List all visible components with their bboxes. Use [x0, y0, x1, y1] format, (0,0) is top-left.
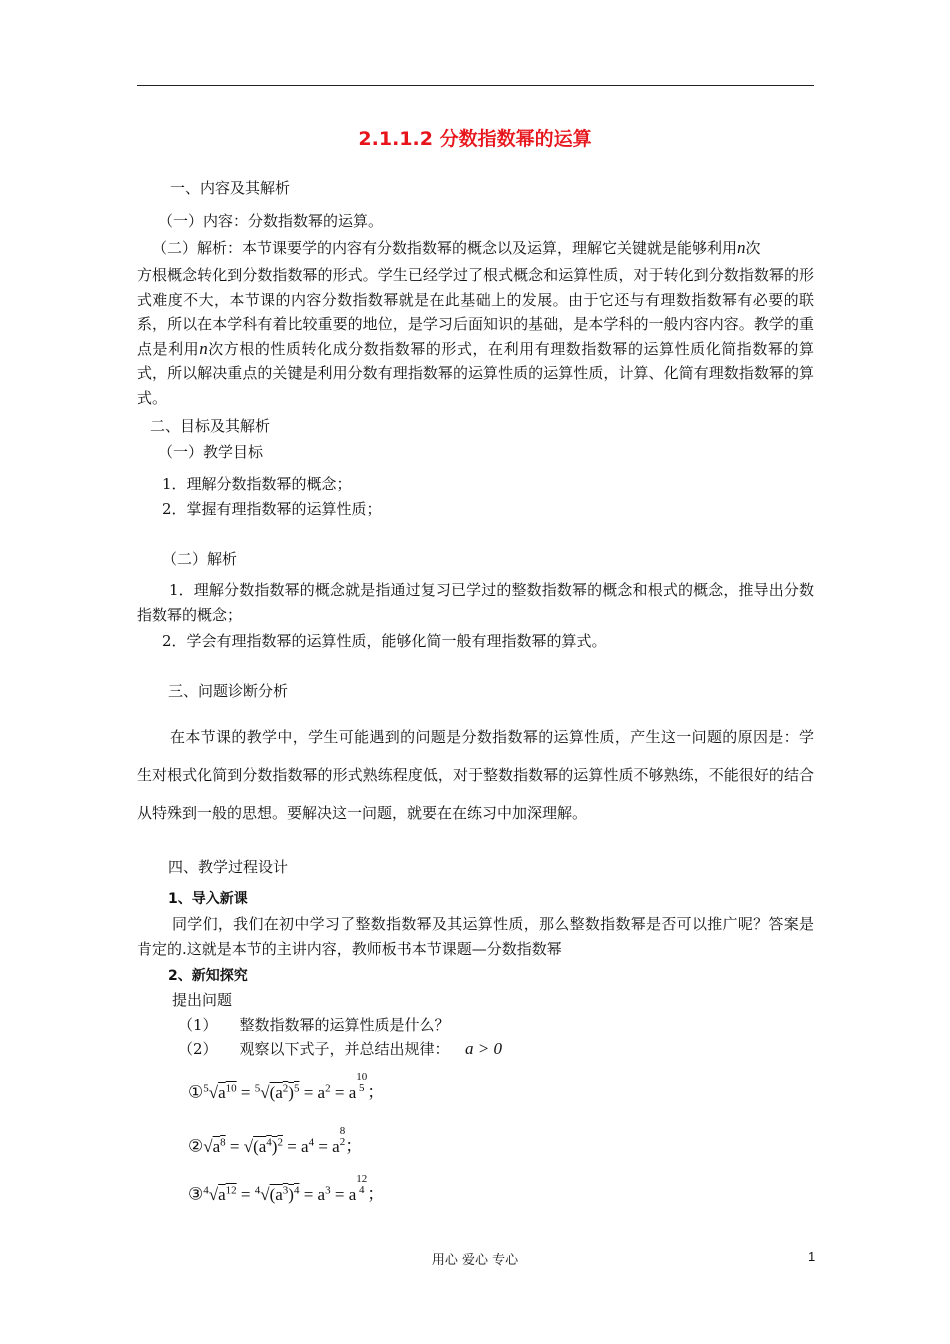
page-footer: 用心 爱心 专心: [431, 1253, 519, 1268]
analysis-lead: （二）解析：本节课要学的内容有分数指数幂的概念以及运算，理解它关键就是能够利用: [152, 239, 738, 257]
page-number: 1: [808, 1249, 816, 1264]
analysis-item-1: 1．理解分数指数幂的概念就是指通过复习已学过的整数指数幂的概念和根式的概念，推导出分数指数幂的概念；: [137, 581, 814, 624]
analysis-body-b: 次方根的性质转化成分数指数幂的形式，在利用有理数指数幂的运算性质化简指数幂的算式，所以解决重点的关键是利用分数有理指数幂的运算性质的运算性质，计算、化简有理数指数幂的算式。: [137, 339, 814, 407]
section-4-heading: 四、教学过程设计: [168, 858, 289, 876]
section-1-heading: 一、内容及其解析: [170, 179, 291, 197]
question-2-number: （2）: [178, 1040, 218, 1058]
formula-2-expression: $√a^8 = √(a^4)^2 = a^4 = a$ 8 2: [203, 1125, 346, 1156]
formula-2-marker: ②: [188, 1136, 204, 1156]
question-2: [178, 1039, 450, 1059]
formula-2-semicolon: ；: [345, 1136, 363, 1156]
diagnosis-paragraph: 在本节课的教学中，学生可能遇到的问题是分数指数幂的运算性质，产生这一问题的原因是：学生对根式化简到分数指数幂的形式熟练程度低，对于整数指数幂的运算性质不够熟练，不能很好的结合从特殊到一般的思想。要解决这一问题，就要在在练习中加深理解。: [137, 728, 814, 822]
question-1-number: （1）: [178, 1016, 218, 1034]
analysis-tail: 次: [745, 239, 761, 257]
analysis-lead-line: [152, 238, 761, 258]
subsection-explore: 2、新知探究: [168, 968, 248, 984]
formula-2: [188, 1126, 362, 1157]
analysis-paragraph: [137, 263, 814, 411]
subsection-intro: 1、导入新课: [168, 891, 248, 907]
formula-3-semicolon: ；: [367, 1184, 385, 1204]
goals-heading: （一）教学目标: [158, 443, 264, 461]
formula-3: [188, 1174, 384, 1205]
question-1-text: 整数指数幂的运算性质是什么？: [239, 1016, 450, 1034]
formula-1-semicolon: ；: [367, 1082, 385, 1102]
page-title: 2.1.1.2 分数指数幂的运算: [358, 128, 592, 150]
formula-1-expression: $^5√a^{10} = ^5√(a^2)^5 = a^2 = a$ 10 5: [203, 1071, 368, 1102]
intro-paragraph: 同学们，我们在初中学习了整数指数幂及其运算性质，那么整数指数幂是否可以推广呢？答案是肯定的.这就是本节的主讲内容，教师板书本节课题—分数指数幂: [137, 915, 814, 958]
question-1: [178, 1015, 450, 1035]
goal-2: 2．掌握有理指数幂的运算性质；: [162, 500, 382, 518]
content-line: （一）内容：分数指数幂的运算。: [158, 212, 384, 230]
formula-3-marker: ③: [188, 1184, 204, 1204]
header-rule: [137, 85, 814, 86]
variable-n: n: [737, 238, 746, 257]
section-3-heading: 三、问题诊断分析: [168, 682, 289, 700]
variable-n-2: n: [199, 338, 208, 358]
analysis-body-a: 方根概念转化到分数指数幂的形式。学生已经学过了根式概念和运算性质，对于转化到分数指数幂的形式难度不大，本节课的内容分数指数幂就是在此基础上的发展。由于它还与有理数指数幂有必要的联系，所以在本学科有着比较重要的地位，是学习后面知识的基础，是本学科的一般内容内容。教学的重点是利用: [137, 266, 814, 358]
ask-label: 提出问题: [172, 991, 233, 1009]
question-2-text: 观察以下式子，并总结出规律：: [239, 1040, 450, 1058]
formula-1: [188, 1072, 384, 1103]
section-2-heading: 二、目标及其解析: [150, 417, 271, 435]
analysis-item-2: 2．学会有理指数幂的运算性质，能够化简一般有理指数幂的算式。: [162, 632, 607, 650]
condition-a-positive: a > 0: [465, 1039, 502, 1058]
analysis-heading: （二）解析: [162, 550, 238, 568]
goal-1: 1．理解分数指数幂的概念；: [162, 475, 352, 493]
formula-3-expression: $^4√a^{12} = ^4√(a^3)^4 = a^3 = a$ 12 4: [203, 1173, 368, 1204]
formula-1-marker: ①: [188, 1082, 204, 1102]
